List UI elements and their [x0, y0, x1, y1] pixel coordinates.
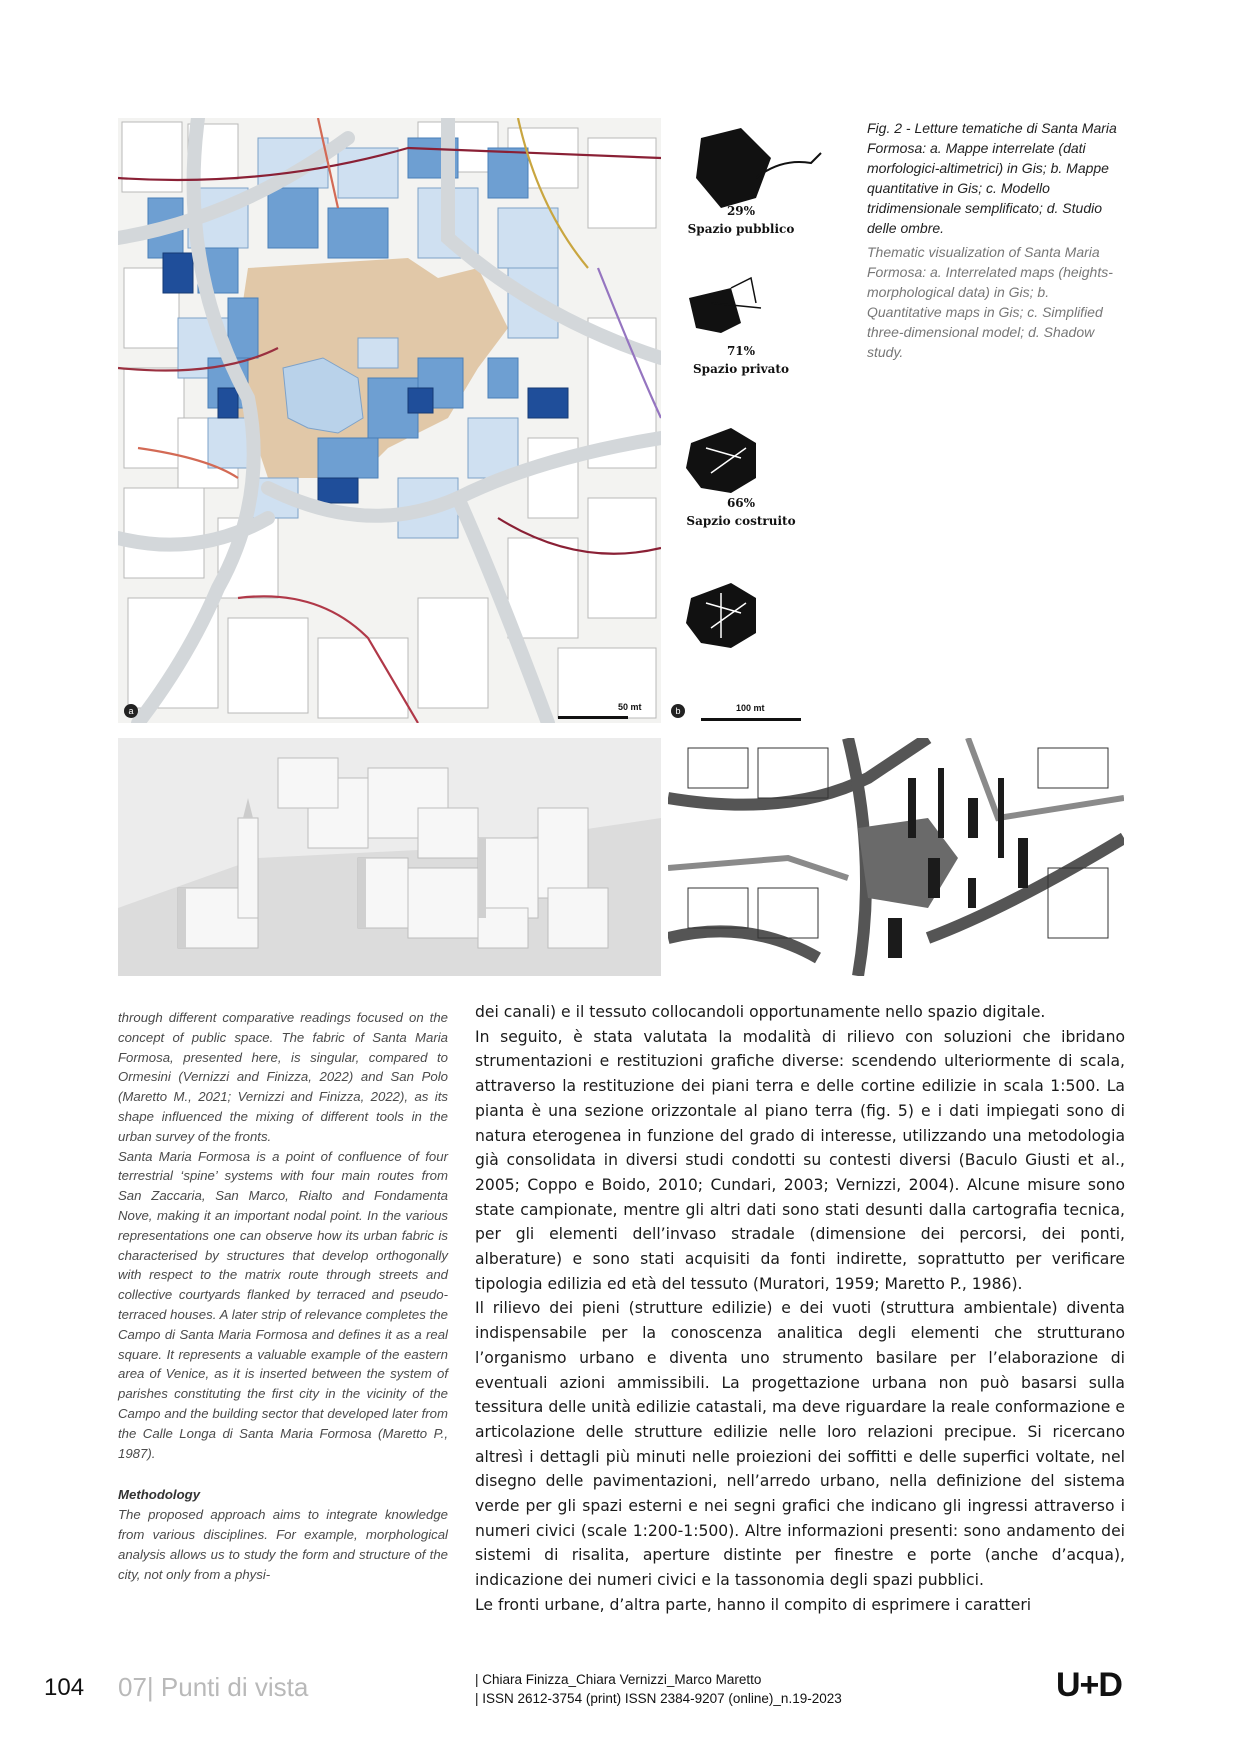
figure-shadow-study: [668, 738, 1124, 976]
methodology-heading: Methodology: [118, 1487, 201, 1503]
stat-percent-private: 71%: [726, 344, 756, 358]
caption-english: Thematic visualization of Santa Maria Formosa: a. Interrelated maps (heights-morphological data) in Gis; b. Quantitative maps in Gis; c. Simplified three-dimensional model; d. Shadow study.: [867, 244, 1113, 360]
panel-b-badge: b: [671, 704, 685, 718]
figure-map-b: [661, 118, 861, 723]
panel-b-scale-label: 100 mt: [736, 703, 765, 713]
figure-caption: [867, 118, 1127, 362]
journal-logo: U+D: [1056, 1666, 1122, 1704]
footer-issn: | ISSN 2612-3754 (print) ISSN 2384-9207 (online)_n.19-2023: [475, 1691, 842, 1706]
body-paragraph: dei canali) e il tessuto collocandoli opportunamente nello spazio digitale.: [475, 1003, 1046, 1021]
map-a-graphic: [118, 118, 661, 723]
stat-label-public: Spazio pubblico: [687, 222, 795, 236]
figure-map-a: [118, 118, 661, 723]
page-number: 104: [44, 1674, 85, 1701]
footer-authors: | Chiara Finizza_Chiara Vernizzi_Marco Maretto: [475, 1672, 762, 1687]
panel-a-scale-bar: [558, 716, 628, 719]
stat-label-built: Sapzio costruito: [686, 514, 796, 528]
stat-percent-built: 66%: [726, 496, 756, 510]
body-paragraph: Il rilievo dei pieni (strutture edilizie) e dei vuoti (struttura ambientale) diventa indispensabile per la conoscenza analitica degli elementi che strutturano l’organismo urbano e diventa uno strumento basilare per l’elaborazione di eventuali azioni ammissibili. La progettazione urbana non può basarsi sulla tessitura delle unità edilizie catastali, ma deve riguardare la reale conformazione e articolazione delle strutture edilizie nelle loro relazioni precipue. Si ricercano altresì i dettagli più minuti nelle proiezioni dei soffitti e delle superfici voltate, nel disegno delle pavimentazioni, nell’arredo urbano, nella definizione del sistema verde per gli spazi esterni e nei segni grafici che indicano gli ingressi attraverso i numeri civici (scale 1:200-1:500). Altre informazioni presenti: sono andamento dei sistemi di risalita, aperture distinte per finestre e porte (anche d’acqua), indicazione dei numeri civici e la tassonomia degli spazi pubblici.: [475, 1299, 1125, 1590]
panel-a-scale-label: 50 mt: [618, 702, 642, 712]
shadow-graphic: [668, 738, 1124, 976]
stat-label-private: Spazio privato: [693, 362, 789, 376]
body-paragraph: In seguito, è stata valutata la modalità di rilievo con soluzioni che ibridano strumentazioni e restituzioni grafiche diverse: scendendo ulteriormente di scala, attraverso la restituzione dei piani terra e delle cortine edilizie in scala 1:500. La pianta è una sezione orizzontale al piano terra (fig. 5) e i dati impiegati sono di natura eterogenea in funzione del grado di interesse, utilizzando una metodologia già consolidata in diversi studi condotti su contesti diversi (Baculo Giusti et al., 2005; Coppo e Boido, 2010; Cundari, 2003; Vernizzi, 2004). Alcune misure sono state campionate, mentre gli altri dati sono stati desunti dalla cartografia tecnica, per gli elementi dell’invaso stradale (dimensione dei percorsi, dei ponti, alberature) e sono stati acquisiti da fonti indirette, soprattutto per verificare tipologia edilizia ed età del tessuto (Muratori, 1959; Maretto P., 1986).: [475, 1027, 1125, 1293]
panel-a-badge: a: [124, 704, 138, 718]
caption-italian: Fig. 2 - Letture tematiche di Santa Maria Formosa: a. Mappe interrelate (dati morfologici-altimetrici) in Gis; b. Mappe quantitative in Gis; c. Modello tridimensionale semplificato; d. Studio delle ombre.: [867, 120, 1117, 236]
stat-percent-public: 29%: [726, 204, 756, 218]
italian-body-column: [475, 1000, 1125, 1618]
figure-3d-model: [118, 738, 661, 976]
model-graphic: [118, 738, 661, 976]
panel-b-scale-bar: [701, 718, 801, 721]
footer-info: [475, 1670, 842, 1708]
english-paragraph: through different comparative readings focused on the concept of public space. The fabric of Santa Maria Formosa, presented here, is singular, compared to Ormesini (Vernizzi and Finizza, 2022) and San Polo (Maretto M., 2021; Vernizzi and Finizza, 2022), as its shape influenced the mixing of different tools in the urban survey of the fronts.: [118, 1010, 448, 1144]
english-abstract-column: [118, 1008, 448, 1584]
section-label: 07| Punti di vista: [118, 1672, 309, 1702]
body-paragraph: Le fronti urbane, d’altra parte, hanno il compito di esprimere i caratteri: [475, 1595, 1032, 1614]
english-paragraph: Santa Maria Formosa is a point of confluence of four terrestrial ‘spine’ systems with four main routes from San Zaccaria, San Marco, Rialto and Fondamenta Nove, making it an important nodal point. In the various representations one can observe how its urban fabric is characterised by structures that develop orthogonally with respect to the matrix route through streets and collective courtyards flanked by terraced and pseudo-terraced houses. A later strip of relevance completes the Campo di Santa Maria Formosa and defines it as a real square. It represents a valuable example of the eastern area of Venice, as it is inserted between the system of parishes constituting the first city in the vicinity of the Campo and the building sector that developed later from the Calle Longa di Santa Maria Formosa (Maretto P., 1987).: [118, 1148, 448, 1461]
methodology-paragraph: The proposed approach aims to integrate knowledge from various disciplines. For example, morphological analysis allows us to study the form and structure of the city, not only from a physi-: [118, 1507, 448, 1582]
